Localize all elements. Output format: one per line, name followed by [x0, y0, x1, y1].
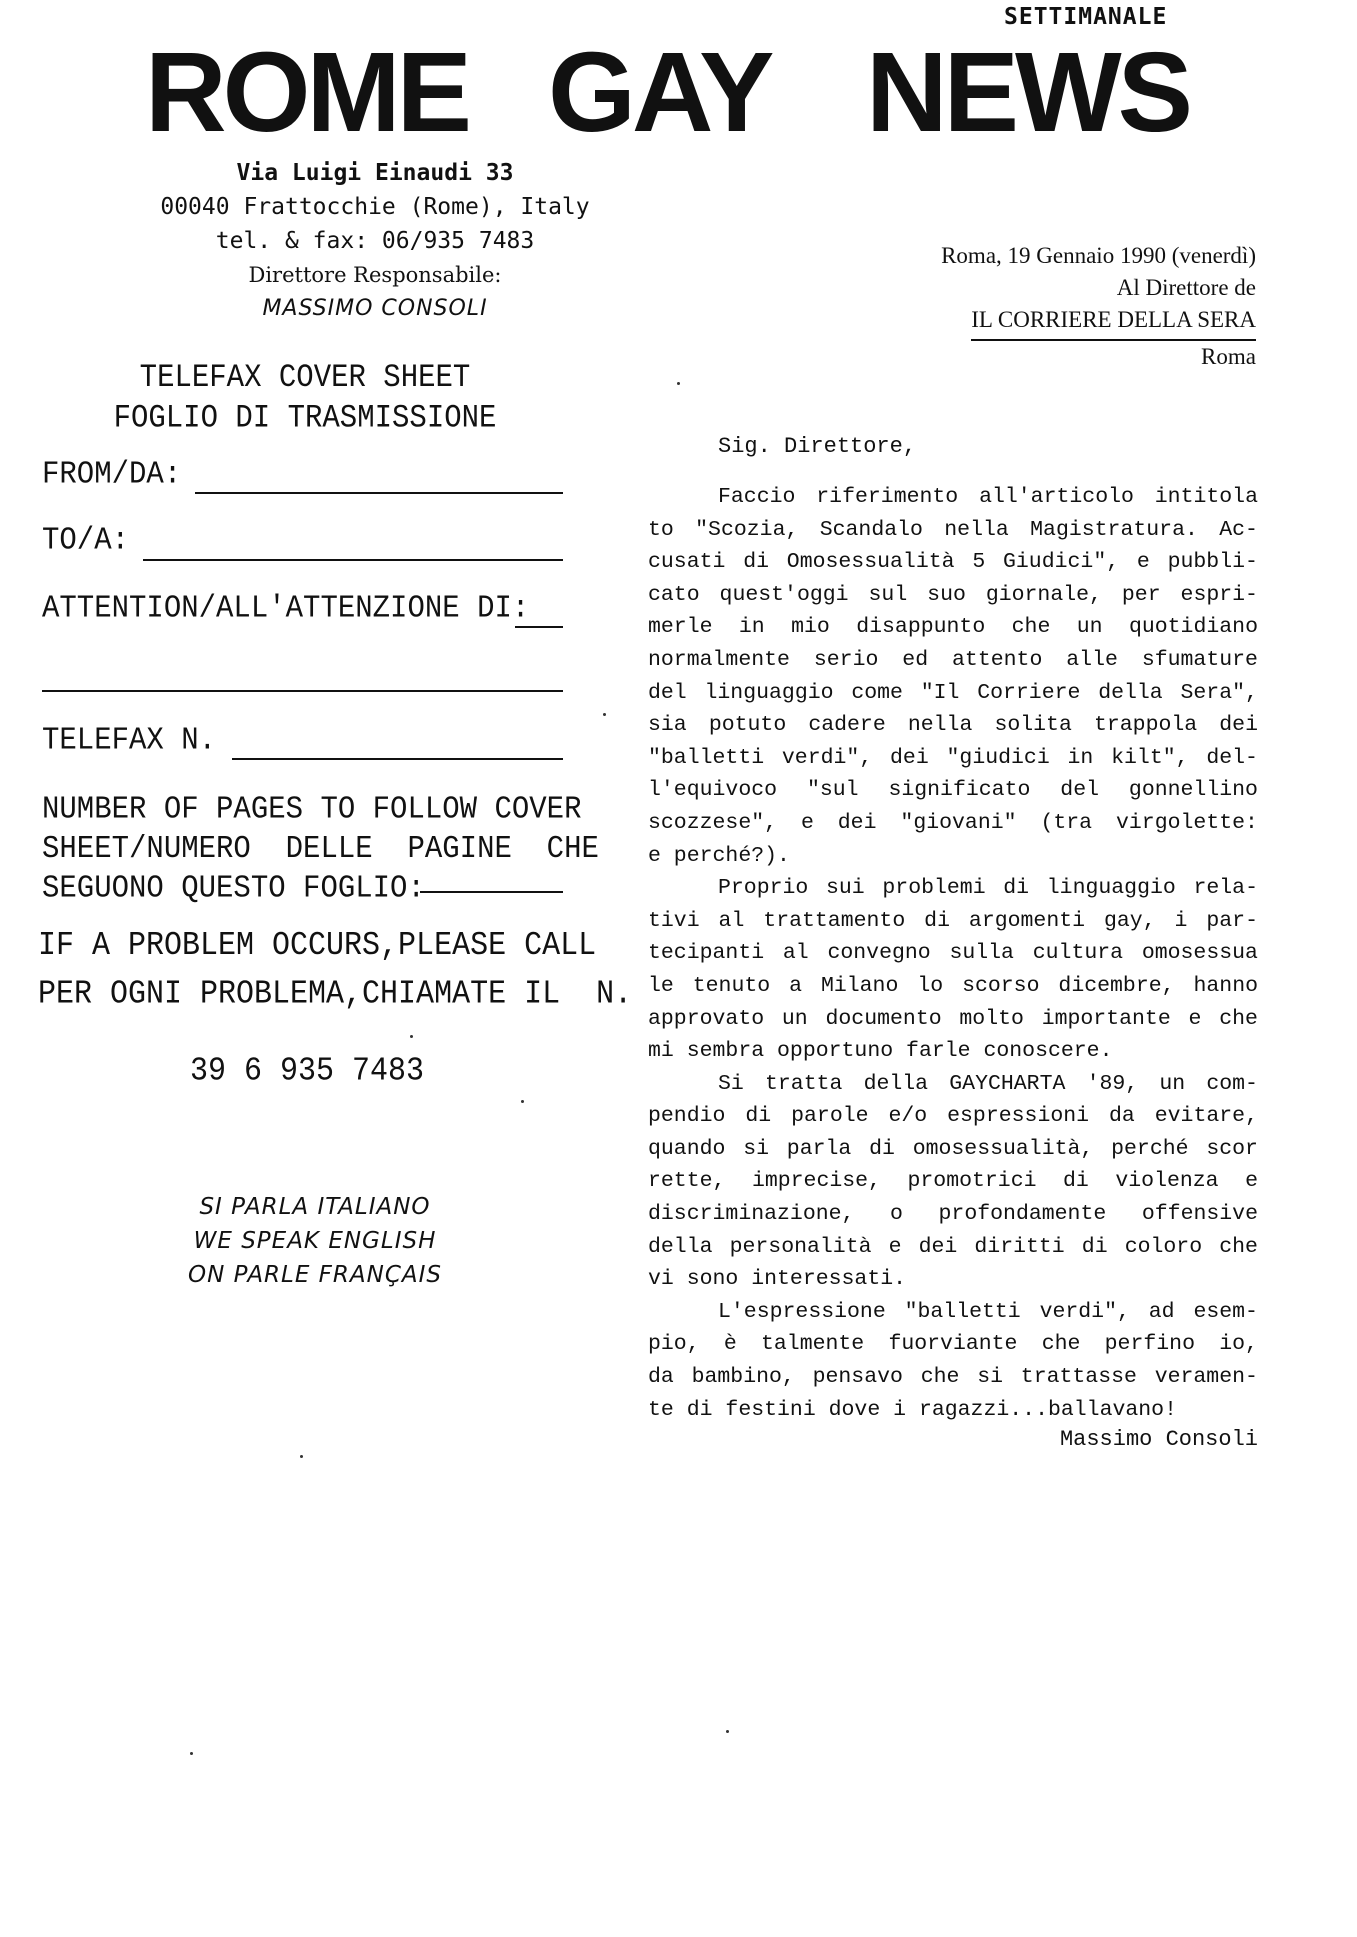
letter-header	[830, 240, 1256, 373]
letter-line: le tenuto a Milano lo scorso dicembre, hanno	[648, 973, 1258, 998]
letter-line: approvato un documento molto importante e che	[648, 1006, 1258, 1031]
letter-city: Roma	[1201, 344, 1256, 369]
letter-body	[648, 481, 1258, 1426]
letter-line: Si tratta della GAYCHARTA '89, un com-	[718, 1071, 1258, 1096]
problem-line-1: IF A PROBLEM OCCURS,PLEASE CALL	[38, 927, 597, 965]
letter-line: te di festini dove i ragazzi...ballavano!	[648, 1397, 1177, 1422]
letter-recipient: Al Direttore de	[1116, 275, 1256, 300]
letter-line: Faccio riferimento all'articolo intitola	[718, 485, 1258, 509]
masthead-title-word-3: NEWS	[866, 29, 1189, 155]
languages-block	[150, 1190, 480, 1292]
weekly-label: SETTIMANALE	[1004, 4, 1168, 30]
letter-line: cato quest'oggi sul suo giornale, per espri-	[648, 582, 1258, 607]
letter-line: quando si parla di omosessualità, perché scor	[648, 1136, 1258, 1161]
language-italian: SI PARLA ITALIANO	[199, 1194, 431, 1220]
to-field[interactable]	[143, 559, 563, 561]
pages-line-2: SHEET/NUMERO DELLE PAGINE CHE	[42, 830, 599, 867]
letter-line: L'espressione "balletti verdi", ad esem-	[718, 1299, 1258, 1324]
attention-label: ATTENTION/ALL'ATTENZIONE DI:	[42, 590, 530, 627]
fax-sheet-title-it: FOGLIO DI TRASMISSIONE	[113, 399, 497, 437]
attention-field-line-2[interactable]	[42, 690, 563, 692]
letter-line: del linguaggio come "Il Corriere della Sera",	[648, 680, 1258, 705]
letter-line: vi sono interessati.	[648, 1267, 907, 1292]
to-label: TO/A:	[42, 522, 130, 559]
address-city: 00040 Frattocchie (Rome), Italy	[160, 194, 590, 220]
letter-line: cusati di Omosessualità 5 Giudici", e pubbli-	[648, 550, 1258, 575]
telefax-label: TELEFAX N.	[42, 722, 217, 759]
letter-signature: Massimo Consoli	[1059, 1427, 1258, 1452]
letter-line: sia potuto cadere nella solita trappola dei	[648, 713, 1258, 738]
letter-line: Proprio sui problemi di linguaggio rela-	[718, 876, 1258, 901]
letter-line: l'equivoco "sul significato del gonnellino	[648, 778, 1258, 803]
editor-label: Direttore Responsabile:	[248, 263, 502, 287]
attention-field[interactable]	[515, 626, 563, 628]
pages-line-3: SEGUONO QUESTO FOGLIO:	[42, 870, 425, 907]
letter-line: normalmente serio ed attento alle sfumature	[648, 647, 1258, 672]
problem-block	[38, 922, 638, 1019]
letter-line: tecipanti al convegno sulla cultura omosessua	[648, 941, 1258, 966]
letter-line: rette, imprecise, promotrici di violenza e	[648, 1169, 1258, 1194]
language-french: ON PARLE FRANÇAIS	[187, 1262, 443, 1288]
letter-line: to "Scozia, Scandalo nella Magistratura. Ac-	[648, 517, 1258, 542]
letter-salutation: Sig. Direttore,	[718, 434, 917, 459]
letter-line: e perché?).	[648, 843, 790, 868]
problem-line-2: PER OGNI PROBLEMA,CHIAMATE IL N.	[38, 975, 633, 1014]
from-label: FROM/DA:	[42, 456, 182, 493]
letter-line: da bambino, pensavo che si trattasse veramen-	[648, 1365, 1258, 1390]
letter-line: "balletti verdi", dei "giudici in kilt", del-	[648, 745, 1258, 770]
letter-newspaper: IL CORRIERE DELLA SERA	[971, 304, 1256, 341]
from-field[interactable]	[195, 492, 563, 494]
address-block	[135, 156, 615, 326]
address-phone: tel. & fax: 06/935 7483	[215, 228, 535, 254]
letter-line: mi sembra opportuno farle conoscere.	[648, 1039, 1113, 1064]
letter-line: merle in mio disappunto che un quotidiano	[648, 615, 1258, 640]
fax-number: 39 6 935 7483	[190, 1053, 425, 1091]
address-street: Via Luigi Einaudi 33	[236, 160, 514, 186]
fax-sheet-title	[95, 358, 515, 439]
masthead-title-word-2: GAY	[548, 29, 771, 155]
letter-line: della personalità e dei diritti di coloro che	[648, 1234, 1258, 1259]
masthead-title-word-1: ROME	[145, 29, 468, 155]
letter-line: scozzese", e dei "giovani" (tra virgolette:	[648, 810, 1258, 835]
letter-line: pendio di parole e/o espressioni da evitare,	[648, 1104, 1258, 1129]
pages-field[interactable]	[420, 891, 563, 893]
language-english: WE SPEAK ENGLISH	[193, 1228, 437, 1254]
fax-sheet-title-en: TELEFAX COVER SHEET	[139, 359, 471, 397]
telefax-field[interactable]	[232, 758, 563, 760]
editor-name: MASSIMO CONSOLI	[262, 296, 488, 321]
letter-line: pio, è talmente fuorviante che perfino io,	[648, 1332, 1258, 1357]
letter-date: Roma, 19 Gennaio 1990 (venerdì)	[941, 243, 1256, 268]
letter-line: discriminazione, o profondamente offensive	[648, 1202, 1258, 1227]
pages-line-1: NUMBER OF PAGES TO FOLLOW COVER	[42, 791, 582, 828]
letter-line: tivi al trattamento di argomenti gay, i par-	[648, 908, 1258, 933]
